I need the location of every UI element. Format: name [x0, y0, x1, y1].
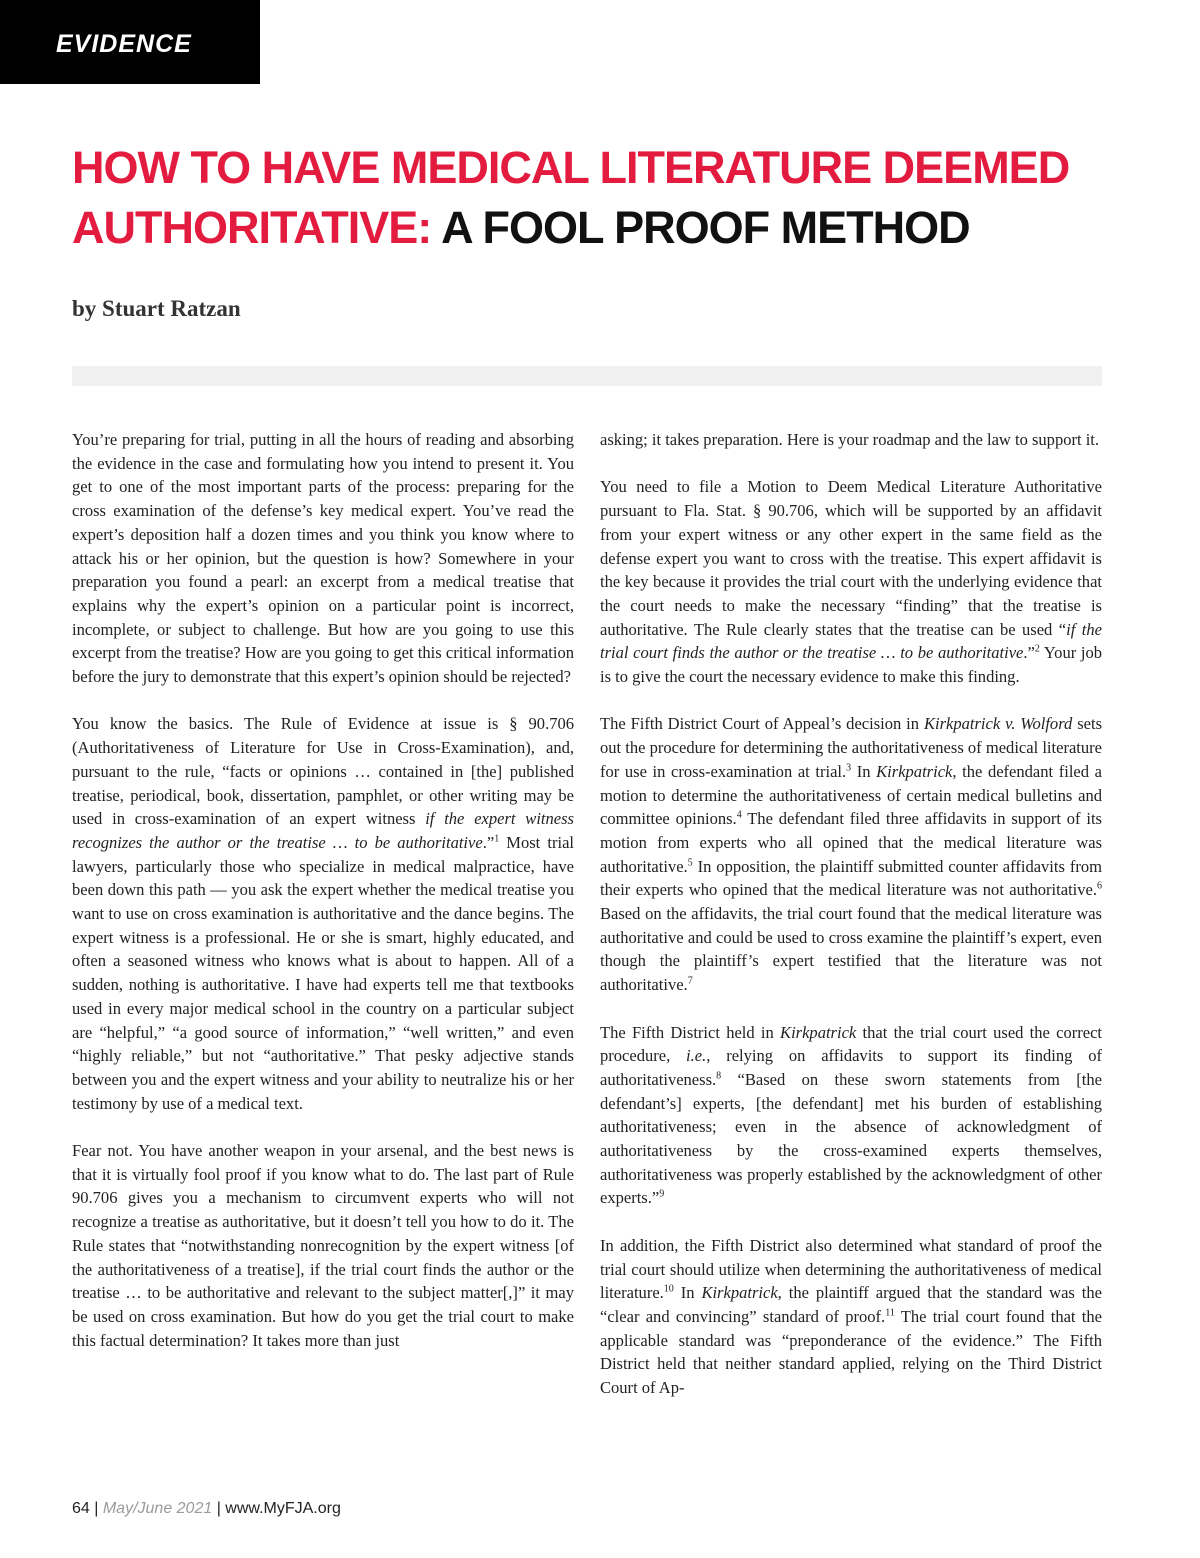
article-headline	[72, 138, 1132, 258]
footer-separator: |	[89, 1500, 103, 1517]
footnote-ref: 1	[494, 833, 500, 845]
footnote-ref: 5	[687, 857, 693, 869]
text-run: In	[851, 761, 877, 781]
paragraph	[600, 1234, 1102, 1400]
footnote-ref: 9	[659, 1188, 665, 1200]
text-run: .”	[482, 832, 495, 852]
text-run: The trial court found that the applicable standard was “preponderance of the evidence.” The Fifth District held that neither standard applied, relying on the Third District Court of Ap-	[600, 1306, 1102, 1398]
case-name: Kirkpatrick	[780, 1022, 857, 1042]
italic-abbrev: i.e.	[686, 1046, 707, 1066]
footnote-ref: 10	[663, 1283, 674, 1295]
text-run: The defendant filed three affidavits in support of its motion from experts who all opined that the medical literature was authoritative.	[600, 809, 1102, 876]
case-name: Kirkpatrick	[876, 761, 953, 781]
footnote-ref: 2	[1034, 643, 1040, 655]
page-number: 64	[72, 1500, 90, 1517]
footnote-ref: 11	[885, 1307, 895, 1319]
headline-red-part: HOW TO HAVE MEDICAL LITERATURE DEEMED AUTHORITATIVE:	[72, 142, 1070, 253]
issue-date: May/June 2021	[102, 1500, 213, 1517]
byline: by Stuart Ratzan	[72, 296, 241, 321]
text-run: You know the basics. The Rule of Evidence at issue is § 90.706 (Authoritativeness of Literature for Use in Cross-Examination), and, pursuant to the rule, “facts or opinions … contained in [the] published treatise, periodical, book, dissertation, pamphlet, or other writing may be used in cross-examination of an expert witness	[72, 714, 574, 829]
text-run: Most trial lawyers, particularly those who specialize in medical malpractice, have been down this path — you ask the expert whether the medical treatise you want to use on cross examination is authoritative and the dance begins. The expert witness is a professional. He or she is smart, highly educated, and often a seasoned witness who knows what is about to happen. All of a sudden, nothing is authoritative. I have had experts tell me that textbooks used in every major medical school in the country on a particular subject are “helpful,” “a good source of information,” “well written,” and even “highly reliable,” but not “authoritative.” That pesky adjective stands between you and the expert witness and your ability to neutralize his or her testimony by use of a medical text.	[72, 832, 574, 1113]
footer-separator: |	[212, 1500, 226, 1517]
left-column	[72, 428, 574, 1352]
footnote-ref: 4	[736, 809, 742, 821]
case-name: Kirkpatrick	[701, 1283, 778, 1303]
text-run: In	[673, 1283, 702, 1303]
section-tab-label: EVIDENCE	[56, 30, 192, 58]
text-run: The Fifth District held in	[600, 1022, 781, 1042]
headline-black-part: A FOOL PROOF METHOD	[441, 202, 970, 253]
text-run: You need to file a Motion to Deem Medical Literature Authoritative pursuant to Fla. Stat. § 90.706, which will be supported by an affidavit from your expert witness or any other expert in the same field as the defense expert you want to cross with the treatise. This expert affidavit is the key because it provides the trial court with the underlying evidence that the court needs to make the necessary “finding” that the treatise is authoritative. The Rule clearly states that the treatise can be used “	[600, 477, 1102, 639]
text-run: “Based on these sworn statements from [the defendant’s] experts, [the defendant] met his burden of establishing authoritativeness; even in the absence of acknowledgment of authoritativeness by the cross-examined experts themselves, authoritativeness was properly established by the acknowledgment of other experts.”	[600, 1069, 1102, 1208]
footnote-ref: 6	[1097, 880, 1102, 892]
text-run: , the plaintiff argued that the standard was the “clear and convincing” standard of proof.	[600, 1283, 1102, 1326]
section-tab	[0, 0, 260, 84]
footnote-ref: 3	[846, 762, 852, 774]
text-run: In opposition, the plaintiff submitted counter affidavits from their experts who opined that the medical literature was not authoritative.	[600, 856, 1102, 900]
italic-quote: if the trial court finds the author or the treatise … to be authoritative	[600, 619, 1102, 663]
case-name: Kirkpatrick v. Wolford	[923, 714, 1073, 734]
paragraph: asking; it takes preparation. Here is your roadmap and the law to support it.	[600, 430, 1100, 449]
website-url[interactable]: www.MyFJA.org	[225, 1500, 341, 1517]
footnote-ref: 7	[687, 975, 693, 987]
paragraph	[72, 712, 574, 1115]
footnote-ref: 8	[716, 1070, 722, 1082]
paragraph	[600, 712, 1102, 996]
right-column	[600, 428, 1102, 1400]
text-run: In addition, the Fifth District also determined what standard of proof the trial court should utilize when determining the authoritativeness of medical literature.	[600, 1235, 1102, 1303]
text-run: The Fifth District Court of Appeal’s decision in	[600, 714, 924, 734]
paragraph: You’re preparing for trial, putting in all the hours of reading and absorbing the evidence in the case and formulating how you intend to present it. You get to one of the most important parts of the process: preparing for the cross examination of the defense’s key medical expert. You’ve read the expert’s deposition half a dozen times and you think you know where to attack his or her opinion, but the question is how? Somewhere in your preparation you found a pearl: an excerpt from a medical treatise that explains why the expert’s opinion on a particular point is incorrect, incomplete, or subject to challenge. But how are you going to use this excerpt from the treatise? How are you going to get this critical information before the jury to demonstrate that this expert’s opinion should be rejected?	[72, 430, 574, 687]
text-run: sets out the procedure for determining the authoritativeness of medical literature for use in cross-examination at trial.	[600, 714, 1103, 781]
text-run: Based on the affidavits, the trial court found that the medical literature was authoritative and could be used to cross examine the plaintiff’s expert, even though the plaintiff’s expert testified that the literature was not authoritative.	[600, 904, 1102, 995]
text-run: Your job is to give the court the necessary evidence to make this finding.	[600, 643, 1102, 687]
page-footer	[72, 1500, 341, 1518]
text-run: .”	[1023, 643, 1035, 663]
header-divider	[72, 366, 1102, 386]
paragraph: Fear not. You have another weapon in your arsenal, and the best news is that it is virtually fool proof if you know what to do. The last part of Rule 90.706 gives you a mechanism to circumvent experts who will not recognize a treatise as authoritative, but it doesn’t tell you how to do it. The Rule states that “notwithstanding nonrecognition by the expert witness [of the authoritativeness of a treatise], if the trial court finds the author or the treatise … to be authoritative and relevant to the subject matter[,]” it may be used on cross examination. But how do you get the trial court to make this factual determination? It takes more than just	[72, 1141, 574, 1350]
text-run: that the trial court used the correct procedure,	[600, 1022, 1103, 1066]
paragraph	[600, 1021, 1102, 1211]
text-run: , the defendant filed a motion to determine the authoritativeness of certain medical bulletins and committee opinions.	[600, 761, 1102, 829]
italic-quote: if the expert witness recognizes the author or the treatise … to be authoritative	[72, 809, 574, 852]
paragraph	[600, 475, 1102, 688]
text-run: , relying on affidavits to support its finding of authoritativeness.	[600, 1046, 1102, 1089]
